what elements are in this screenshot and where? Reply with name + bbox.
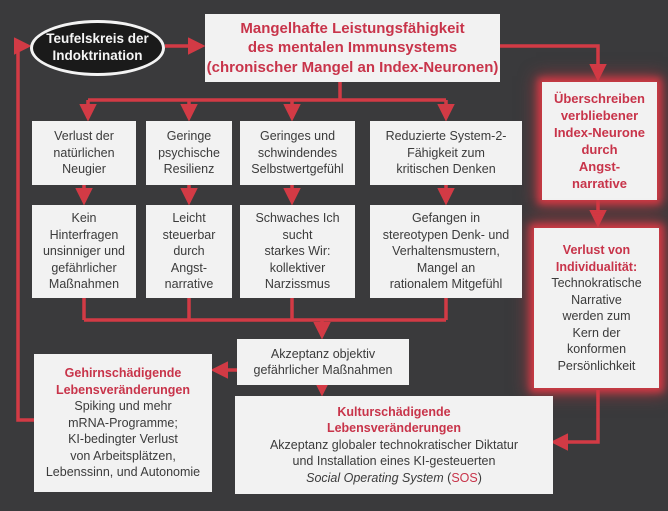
cause-box-resilience <box>146 121 232 185</box>
culture-heading: Lebensveränderungen <box>326 421 462 436</box>
right-bottom-box <box>534 228 659 388</box>
title-line: des mentalen Immunsystems <box>247 39 458 57</box>
right-top-line: Überschreiben <box>553 90 646 106</box>
box-line: Fähigkeit zum <box>407 145 485 160</box>
right-top-line: verbliebener <box>560 107 639 123</box>
effect-box-stereotypes <box>370 205 522 298</box>
box-line: Leicht <box>172 211 206 226</box>
cycle-label-line: Teufelskreis der <box>46 31 149 47</box>
box-line: gefährlicher Maßnahmen <box>253 363 393 377</box>
right-top-line: narrative <box>572 176 627 192</box>
right-top-box <box>542 82 657 200</box>
acceptance-box <box>237 339 409 385</box>
cycle-label-line: Indoktrination <box>52 48 143 63</box>
title-line: Mangelhafte Leistungsfähigkeit <box>240 19 465 37</box>
right-bottom-heading: Verlust von <box>562 243 631 257</box>
box-line: narrative <box>164 277 214 292</box>
title-line: (chronischer Mangel an Index-Neuronen) <box>206 58 499 76</box>
box-line: Kein <box>71 211 97 226</box>
arrow-title-to-right <box>500 46 598 78</box>
box-line: starkes Wir: <box>264 244 331 259</box>
cycle-label <box>30 20 165 76</box>
cause-box-critical-thinking <box>370 121 522 185</box>
sos-paren-close: ) <box>477 470 482 485</box>
sos-italic: Social Operating System <box>306 470 444 485</box>
box-line: Gefangen in <box>411 211 481 226</box>
box-line: Narzissmus <box>264 277 331 292</box>
right-bottom-line: Technokratische <box>551 276 642 290</box>
sos-line <box>306 470 482 487</box>
sos-acronym: SOS <box>451 470 478 485</box>
box-line: sucht <box>282 227 313 242</box>
cause-box-self-esteem <box>240 121 355 185</box>
right-bottom-line: Persönlichkeit <box>557 358 636 373</box>
box-line: Resilienz <box>163 162 215 177</box>
box-line: mRNA-Programme; <box>68 415 178 430</box>
box-line: Spiking und mehr <box>74 399 172 414</box>
right-top-line: durch <box>581 142 618 157</box>
box-line: Lebenssinn, und Autonomie <box>45 465 201 480</box>
box-line: Verlust der <box>54 129 114 144</box>
right-top-line: Angst- <box>578 159 621 175</box>
right-bottom-heading: Individualität: <box>555 259 638 274</box>
box-line: Mangel an <box>416 260 476 275</box>
box-line: steuerbar <box>162 227 216 242</box>
brain-heading: Gehirnschädigende <box>64 366 182 381</box>
sos-paren: ( <box>443 470 452 485</box>
box-line: Hinterfragen <box>49 227 119 242</box>
box-line: KI-bedingter Verlust <box>68 432 178 447</box>
box-line: Geringes und <box>259 129 336 144</box>
brain-damage-box <box>34 354 212 492</box>
effect-box-no-questioning <box>32 205 136 298</box>
cause-box-curiosity <box>32 121 136 185</box>
box-line: psychische <box>158 145 220 160</box>
box-line: und Installation eines KI-gesteuerten <box>292 454 496 469</box>
right-bottom-line: konformen <box>566 342 627 356</box>
culture-heading: Kulturschädigende <box>337 404 451 419</box>
box-line: Schwaches Ich <box>255 211 340 226</box>
box-line: Angst- <box>170 260 208 275</box>
box-line: stereotypen Denk- und <box>382 227 510 242</box>
box-line: durch <box>173 244 205 259</box>
right-bottom-line: Kern der <box>572 325 621 340</box>
box-line: Selbstwertgefühl <box>251 162 344 177</box>
box-line: unsinniger und <box>42 244 125 259</box>
box-line: rationalem Mitgefühl <box>389 277 503 292</box>
box-line: gefährlicher <box>51 260 117 275</box>
box-line: Akzeptanz globaler technokratischer Diktatur <box>269 437 519 452</box>
box-line: Reduzierte System-2- <box>385 129 507 144</box>
culture-damage-box <box>235 396 553 494</box>
brain-heading: Lebensveränderungen <box>55 382 191 397</box>
box-line: Verhaltensmustern, <box>392 244 500 259</box>
box-line: Geringe <box>166 129 212 144</box>
box-line: schwindendes <box>257 145 338 160</box>
right-bottom-line: Narrative <box>571 292 622 307</box>
box-line: Neugier <box>62 162 106 177</box>
box-line: kollektiver <box>269 260 326 275</box>
main-title-box <box>205 14 500 82</box>
effect-box-controllable <box>146 205 232 298</box>
right-bottom-line: werden zum <box>562 309 631 323</box>
box-line: kritischen Denken <box>396 162 496 177</box>
arrow-right-to-culture <box>554 390 598 442</box>
box-line: natürlichen <box>53 145 115 160</box>
box-line: Maßnahmen <box>48 277 120 292</box>
effect-box-narcissism <box>240 205 355 298</box>
right-top-line: Index-Neurone <box>553 124 645 140</box>
box-line: von Arbeitsplätzen, <box>70 448 176 463</box>
box-line: Akzeptanz objektiv <box>270 346 376 361</box>
